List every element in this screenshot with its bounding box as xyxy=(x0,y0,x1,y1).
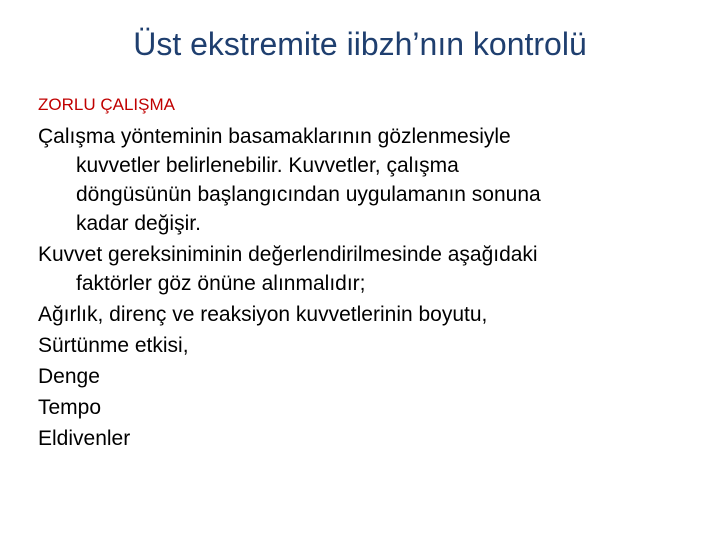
paragraph-4-line-1: Sürtünme etkisi, xyxy=(38,334,189,357)
paragraph-5-line-1: Denge xyxy=(38,365,100,388)
paragraph-2 xyxy=(38,240,678,298)
paragraph-1 xyxy=(38,122,678,238)
slide-body xyxy=(38,122,678,455)
paragraph-5 xyxy=(38,362,678,391)
slide-title: Üst ekstremite iibzh’nın kontrolü xyxy=(133,26,587,62)
paragraph-4 xyxy=(38,331,678,360)
paragraph-6 xyxy=(38,393,678,422)
paragraph-1-line-3: döngüsünün başlangıcından uygulamanın sonuna xyxy=(76,183,541,206)
paragraph-2-line-1: Kuvvet gereksiniminin değerlendirilmesinde aşağıdaki xyxy=(38,243,538,266)
paragraph-1-line-2: kuvvetler belirlenebilir. Kuvvetler, çalışma xyxy=(76,154,459,177)
paragraph-7-line-1: Eldivenler xyxy=(38,427,131,450)
paragraph-6-line-1: Tempo xyxy=(38,396,102,419)
paragraph-1-line-1: Çalışma yönteminin basamaklarının gözlenmesiyle xyxy=(38,125,511,148)
paragraph-1-line-4: kadar değişir. xyxy=(76,212,201,235)
slide-subtitle: ZORLU ÇALIŞMA xyxy=(38,95,175,114)
paragraph-3 xyxy=(38,300,678,329)
paragraph-3-line-1: Ağırlık, direnç ve reaksiyon kuvvetlerinin boyutu, xyxy=(38,303,488,326)
paragraph-7 xyxy=(38,424,678,453)
paragraph-2-line-2: faktörler göz önüne alınmalıdır; xyxy=(76,272,366,295)
